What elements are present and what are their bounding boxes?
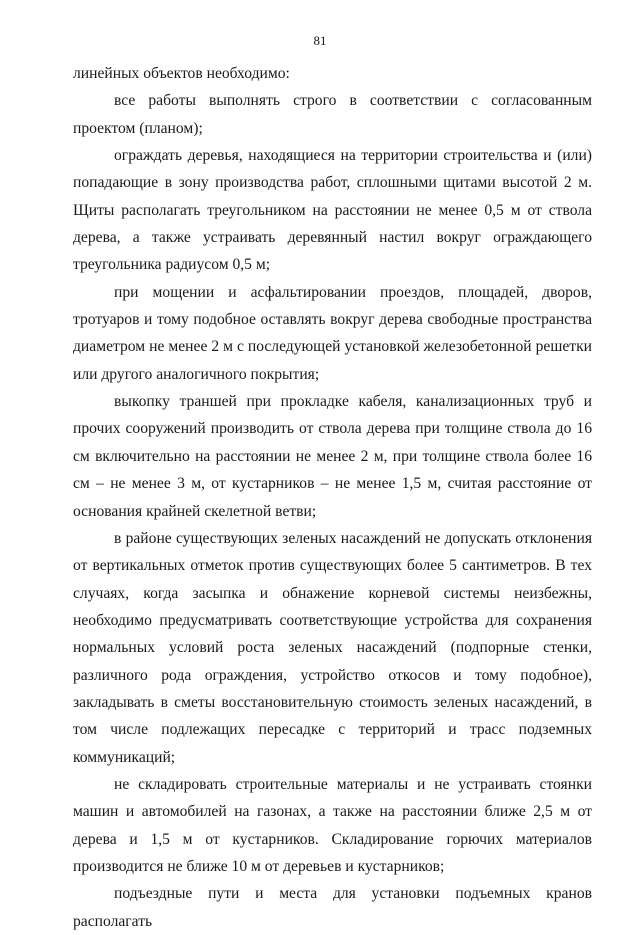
page-number: 81 <box>313 33 327 48</box>
paragraph-continuation: линейных объектов необходимо: <box>73 65 290 82</box>
paragraph-tree-fencing: ограждать деревья, находящиеся на территории строительства и (или) попадающие в зону производства работ, сплошными щитами высотой 2 м. Щиты располагать треугольником на расстоянии не менее 0,5 м от ствола дерева, а также устраивать деревянный настил вокруг ограждающего треугольника радиусом 0,5 м; <box>73 147 592 274</box>
paragraph-trench-digging: выкопку траншей при прокладке кабеля, канализационных труб и прочих сооружений производить от ствола дерева при толщине ствола до 16 см включительно на расстоянии не менее 2 м, при толщине ствола более 16 см – не менее 3 м, от кустарников – не менее 1,5 м, считая расстояние от основания крайней скелетной ветви; <box>73 393 592 520</box>
paragraph-crane-placement: подъездные пути и места для установки подъемных кранов располагать <box>73 885 592 930</box>
document-body <box>73 60 592 935</box>
paragraph-paving-clearance: при мощении и асфальтировании проездов, площадей, дворов, тротуаров и тому подобное оставлять вокруг дерева свободные пространства диаметром не менее 2 м с последующей установкой железобетонной решетки или другого аналогичного покрытия; <box>73 283 592 383</box>
paragraph-grade-deviation: в районе существующих зеленых насаждений не допускать отклонения от вертикальных отметок против существующих более 5 сантиметров. В тех случаях, когда засыпка и обнажение корневой системы неизбежны, необходимо предусматривать соответствующие устройства для сохранения нормальных условий роста зеленых насаждений (подпорные стенки, различного рода ограждения, устройство откосов и тому подобное), закладывать в сметы восстановительную стоимость зеленых насаждений, в том числе подлежащих пересадке с территорий и трасс подземных коммуникаций; <box>73 529 592 766</box>
paragraph-project-compliance: все работы выполнять строго в соответствии с согласованным проектом (планом); <box>73 92 592 137</box>
paragraph-material-storage: не складировать строительные материалы и не устраивать стоянки машин и автомобилей на газонах, а также на расстоянии ближе 2,5 м от дерева и 1,5 м от кустарников. Складирование горючих материалов производится не ближе 10 м от деревьев и кустарников; <box>73 775 592 875</box>
